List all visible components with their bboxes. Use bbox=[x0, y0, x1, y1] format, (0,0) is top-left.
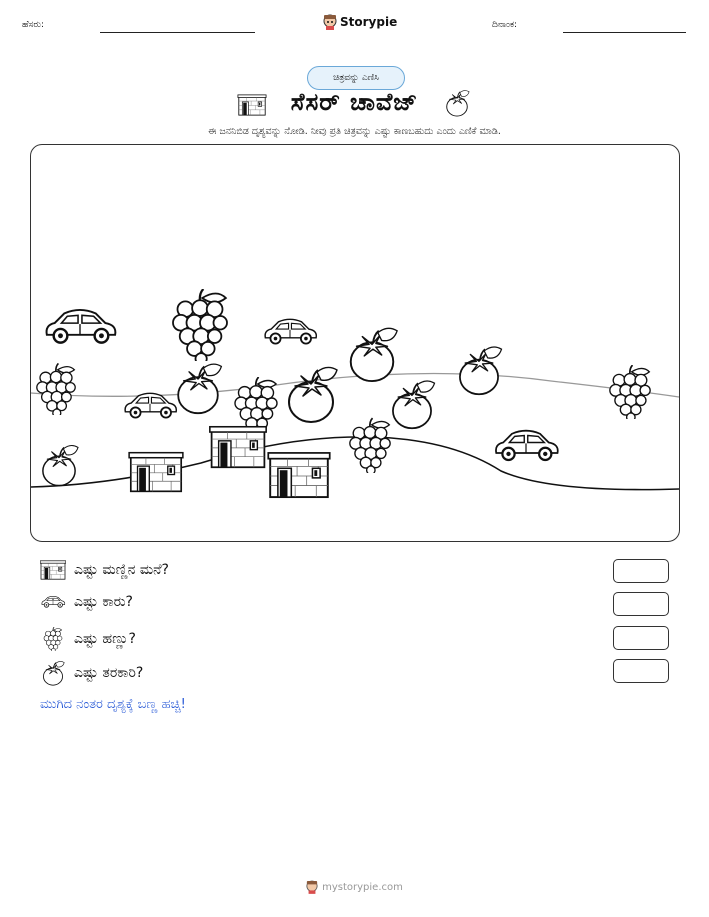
question-fruit bbox=[40, 627, 136, 651]
question-text: ಎಷ್ಟು ತರಕಾರಿ? bbox=[74, 665, 144, 681]
scene-grapes bbox=[37, 363, 75, 417]
answer-box-fruit[interactable] bbox=[613, 626, 669, 650]
storypie-mascot-icon bbox=[306, 880, 318, 894]
scene-tomato bbox=[43, 446, 78, 486]
name-label: ಹೆಸರು: bbox=[22, 20, 45, 30]
name-line[interactable] bbox=[100, 32, 255, 33]
question-text: ಎಷ್ಟು ಹಣ್ಣು? bbox=[74, 631, 136, 647]
tomato-icon bbox=[443, 88, 471, 122]
scene-tomato bbox=[393, 381, 435, 428]
scene-grapes bbox=[610, 365, 650, 421]
car-icon bbox=[40, 594, 66, 610]
tomato-icon bbox=[40, 660, 66, 686]
scene-tomato bbox=[351, 328, 397, 381]
question-text: ಎಷ್ಟು ಮಣ್ಣಿನ ಮನೆ? bbox=[74, 562, 169, 578]
brand-logo bbox=[323, 14, 397, 30]
scene-mud-house bbox=[129, 453, 183, 492]
hill-line-back bbox=[31, 373, 679, 397]
brand-name: Storypie bbox=[340, 15, 398, 29]
scene-grapes bbox=[173, 289, 227, 364]
page-title: ಸೆಸರ್ ಚಾವೆಜ್ bbox=[290, 88, 419, 116]
grapes-icon bbox=[40, 627, 66, 651]
answer-box-mud-house[interactable] bbox=[613, 559, 669, 583]
activity-badge: ಚಿತ್ರವನ್ನು ಎಣಿಸಿ bbox=[307, 66, 405, 90]
question-text: ಎಷ್ಟು ಕಾರು? bbox=[74, 594, 133, 610]
scene-car bbox=[125, 393, 176, 417]
answer-box-car[interactable] bbox=[613, 592, 669, 616]
scene-mud-house bbox=[210, 427, 266, 467]
site-footer bbox=[0, 880, 709, 894]
scene-car bbox=[265, 319, 316, 343]
question-vegetable bbox=[40, 660, 143, 686]
storypie-mascot-icon bbox=[323, 14, 337, 30]
question-car bbox=[40, 594, 133, 610]
scene-tomato bbox=[289, 367, 337, 422]
instructions: ಈ ಜನನಿಬಿಡ ದೃಶ್ಯವನ್ನು ನೋಡಿ. ನೀವು ಪ್ರತಿ ಚಿತ್ರವನ್ನು ಎಷ್ಟು ಕಾಣಬಹುದು ಎಂದು ಎಣಿಕೆ ಮಾಡಿ. bbox=[208, 126, 501, 137]
question-mud-house bbox=[40, 560, 169, 580]
answer-box-vegetable[interactable] bbox=[613, 659, 669, 683]
coloring-instruction: ಮುಗಿದ ನಂತರ ದೃಶ್ಯಕ್ಕೆ ಬಣ್ಣ ಹಚ್ಚಿ! bbox=[40, 697, 186, 712]
scene-car bbox=[496, 431, 558, 460]
counting-scene[interactable] bbox=[30, 144, 680, 542]
mud-house-icon bbox=[40, 560, 66, 580]
site-url[interactable]: mystorypie.com bbox=[322, 881, 403, 893]
scene-car bbox=[47, 310, 116, 343]
date-label: ದಿನಾಂಕ: bbox=[492, 20, 518, 30]
scene-tomato bbox=[460, 347, 502, 394]
date-line[interactable] bbox=[563, 32, 686, 33]
scene-mud-house bbox=[268, 453, 329, 497]
scene-grapes bbox=[350, 418, 390, 474]
scene-tomato bbox=[178, 364, 221, 413]
